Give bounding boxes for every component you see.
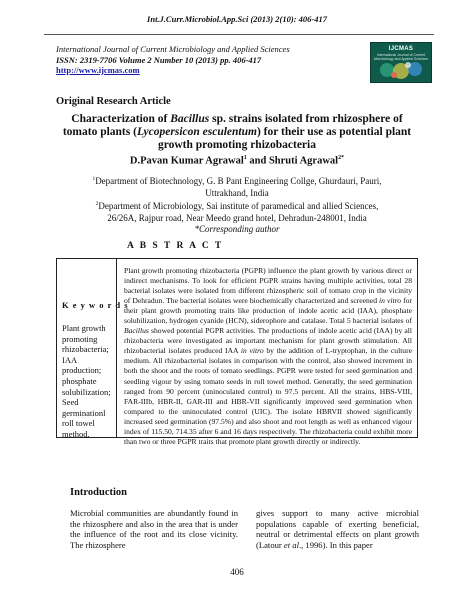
- running-head: Int.J.Curr.Microbiol.App.Sci (2013) 2(10): 406-417: [147, 14, 327, 24]
- intro-col2-seg: gives support to many active microbial populations capable of exerting beneficial, neutral or detrimental effects on plant growth (Latour: [256, 508, 419, 550]
- author-1: D.Pavan Kumar Agrawal: [129, 155, 244, 167]
- keyword-item: promoting: [62, 333, 98, 344]
- journal-issn: ISSN: 2319-7706 Volume 2 Number 10 (2013) pp. 406-417: [56, 54, 262, 65]
- logo-artwork: [377, 59, 425, 81]
- abstract-italic: in vitro: [379, 296, 402, 306]
- abstract-italic: Bacillus: [124, 326, 149, 336]
- abstract-seg: Plant growth promoting rhizobacteria (PGPR) influence the plant growth by various direct or indirect mechanisms. To look for efficient PGPR strains having multiple activities, total 28 bacterial isolates were isolated from different rhizospheric soil of tomato crop in the vicinity of Dehradun. The bacterial isolates were biochemically characterized and screened: [124, 266, 412, 306]
- keyword-item: Seed: [62, 397, 79, 408]
- keyword-item: solubilization;: [62, 386, 111, 397]
- title-part2: sp. strains isolated from rhizosphere of tomato plants (: [62, 113, 403, 138]
- affil-1-line1: Department of Biotechnology, G. B Pant Engineering Collge, Ghurdauri, Pauri,: [95, 176, 382, 186]
- journal-logo: [370, 42, 432, 83]
- keyword-item: production;: [62, 365, 102, 376]
- abstract-seg: showed potential PGPR activities. The productions of indole acetic acid (IAA) by all rhizobacteria were investigated as important mechanism for plant growth stimulation. All rhizobacterial isolates produced IAA: [124, 326, 412, 356]
- article-type: Original Research Article: [56, 96, 171, 107]
- keyword-item: phosphate: [62, 375, 97, 386]
- keywords-list: [62, 323, 118, 440]
- author-separator: and: [246, 155, 269, 167]
- introduction-column-2: [256, 508, 419, 550]
- introduction-column-1: Microbial communities are abundantly found in the rhizosphere and also in the area that is under the influence of the root and its close vicinity. The rhizosphere: [70, 508, 238, 550]
- abstract-text: [124, 266, 412, 447]
- article-title: [56, 113, 418, 152]
- journal-url-link[interactable]: http://www.ijcmas.com: [56, 65, 140, 75]
- keyword-item: rhizobacteria;: [62, 344, 109, 355]
- abstract-seg: for their plant growth promoting traits like production of indole acetic acid (IAA), phosphate solubilization, hydrogen cyanide (HCN), siderophore and catalase. Total 5 bacterial isolates of: [124, 296, 412, 326]
- keyword-item: method.: [62, 428, 90, 439]
- intro-col2-seg: ., 1996). In this paper: [298, 539, 373, 550]
- keyword-item: IAA: [62, 354, 78, 365]
- title-part2-italic: Lycopersicon esculentum: [136, 126, 257, 138]
- affil-1-line2: Uttrakhand, India: [205, 187, 269, 198]
- logo-text: IJCMAS: [388, 46, 414, 52]
- keyword-item: germinationl: [62, 407, 106, 418]
- keywords-title: K e y w o r d s: [62, 300, 129, 310]
- abstract-seg: by the addition of L-tryptophan, in the culture medium. All rhizobacterial isolates in comparison with the control, also showed increment in both the shoot and the roots of tomato seedlings. PGPR were tested for seed germination and seedling vigour by using tomato seeds in roll towel method. Generally, the seed germination ranged from 90 percent (uninoculated control) to 97.5 percent. All the strains, HBS-VIII, FAR-IIIb, HBR-II, GAR-III and HBR-VII significantly improved seed germination when compared to the uninoculated control (UIC). The isolate HBRVII showed significantly increased seed germination (97.5%) and also shoot and root length as well as enhanced vigour index of 115.50, 714.35 after 6 and 16 days respectively. The rhizobacteria could exhibit more than two or three PGPR traits that promote plant growth directly or indirectly.: [124, 346, 412, 446]
- affil-2-line1: Department of Microbiology, Sai institute of paramedical and allied Sciences,: [98, 201, 379, 211]
- author-2-sup: 2*: [338, 155, 345, 161]
- keyword-item: Plant growth: [62, 323, 106, 333]
- abstract-italic: in vitro: [240, 346, 264, 356]
- journal-info: [56, 44, 356, 76]
- affil-2-line2: 26/26A, Rajpur road, Near Meedo grand hotel, Dehradun-248001, India: [107, 212, 367, 223]
- corresponding-author: *Corresponding author: [194, 224, 280, 234]
- logo-subtitle: International Journal of Current Microbiology and Applied Sciences: [373, 53, 429, 61]
- author-1-sup: 1: [243, 155, 247, 161]
- abstract-heading: A B S T R A C T: [127, 241, 224, 251]
- affil-1-sup: 1: [92, 176, 96, 182]
- title-part1-italic: Bacillus: [170, 113, 210, 125]
- header-rule: [44, 34, 434, 35]
- keyword-item: roll towel: [62, 418, 95, 429]
- introduction-heading: Introduction: [70, 487, 127, 498]
- intro-col2-italic: et al: [283, 539, 299, 550]
- author-2: Shruti Agrawal: [268, 155, 339, 167]
- affiliations: [56, 174, 418, 236]
- title-part1: Characterization of: [71, 113, 171, 125]
- authors: [56, 155, 418, 167]
- title-part3: ) for their use as potential plant growth promoting rhizobacteria: [157, 126, 412, 151]
- page-number: 406: [230, 567, 244, 577]
- journal-name: International Journal of Current Microbiology and Applied Sciences: [56, 44, 290, 54]
- affil-2-sup: 2: [95, 201, 99, 207]
